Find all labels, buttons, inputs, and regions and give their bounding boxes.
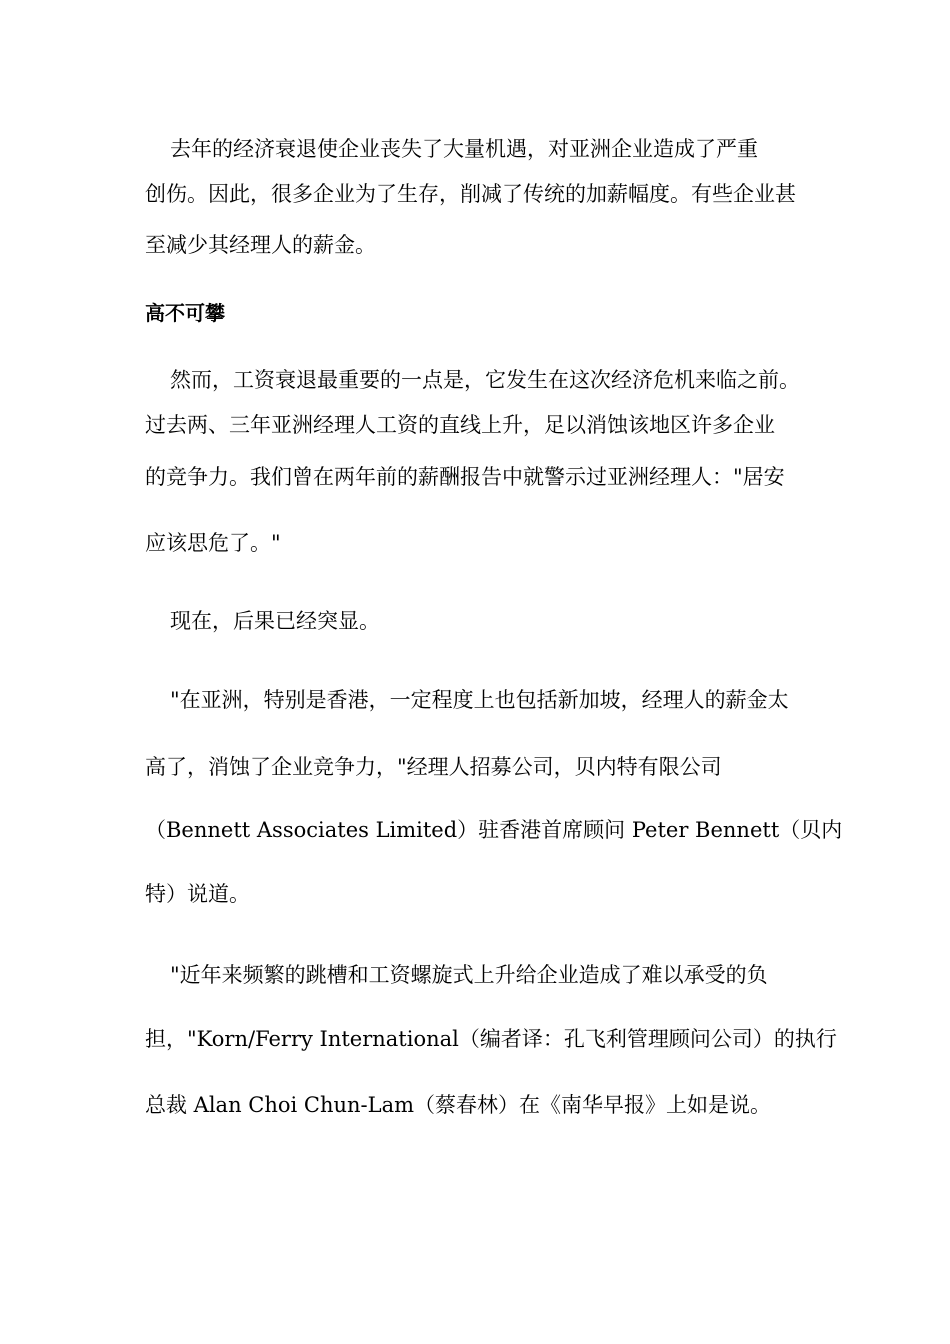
paragraph-5-line-1: "近年来频繁的跳槽和工资螺旋式上升给企业造成了难以承受的负 xyxy=(170,963,768,987)
paragraph-2-line-1: 然而，工资衰退最重要的一点是，它发生在这次经济危机来临之前。 xyxy=(170,368,800,392)
paragraph-4-line-1: "在亚洲，特别是香港，一定程度上也包括新加坡，经理人的薪金太 xyxy=(170,688,789,712)
paragraph-1-line-1: 去年的经济衰退使企业丧失了大量机遇，对亚洲企业造成了严重 xyxy=(170,137,758,161)
paragraph-2-line-3: 的竞争力。我们曾在两年前的薪酬报告中就警示过亚洲经理人："居安 xyxy=(145,465,785,489)
paragraph-3-line-1: 现在，后果已经突显。 xyxy=(170,609,380,633)
paragraph-4-line-4: 特）说道。 xyxy=(145,882,250,906)
paragraph-2-line-2: 过去两、三年亚洲经理人工资的直线上升，足以消蚀该地区许多企业 xyxy=(145,413,775,437)
paragraph-5-line-3: 总裁 Alan Choi Chun-Lam（蔡春林）在《南华早报》上如是说。 xyxy=(145,1093,772,1117)
paragraph-2-line-4: 应该思危了。" xyxy=(145,531,281,555)
paragraph-1-line-3: 至减少其经理人的薪金。 xyxy=(145,233,376,257)
paragraph-5-line-2: 担，"Korn/Ferry International（编者译：孔飞利管理顾问公司）的执行 xyxy=(145,1027,837,1051)
paragraph-4-line-2: 高了，消蚀了企业竞争力，"经理人招募公司，贝内特有限公司 xyxy=(145,755,722,779)
paragraph-4-line-3: （Bennett Associates Limited）驻香港首席顾问 Peter Bennett（贝内 xyxy=(145,818,843,842)
paragraph-1-line-2: 创伤。因此，很多企业为了生存，削减了传统的加薪幅度。有些企业甚 xyxy=(145,182,796,206)
section-heading: 高不可攀 xyxy=(145,301,225,325)
